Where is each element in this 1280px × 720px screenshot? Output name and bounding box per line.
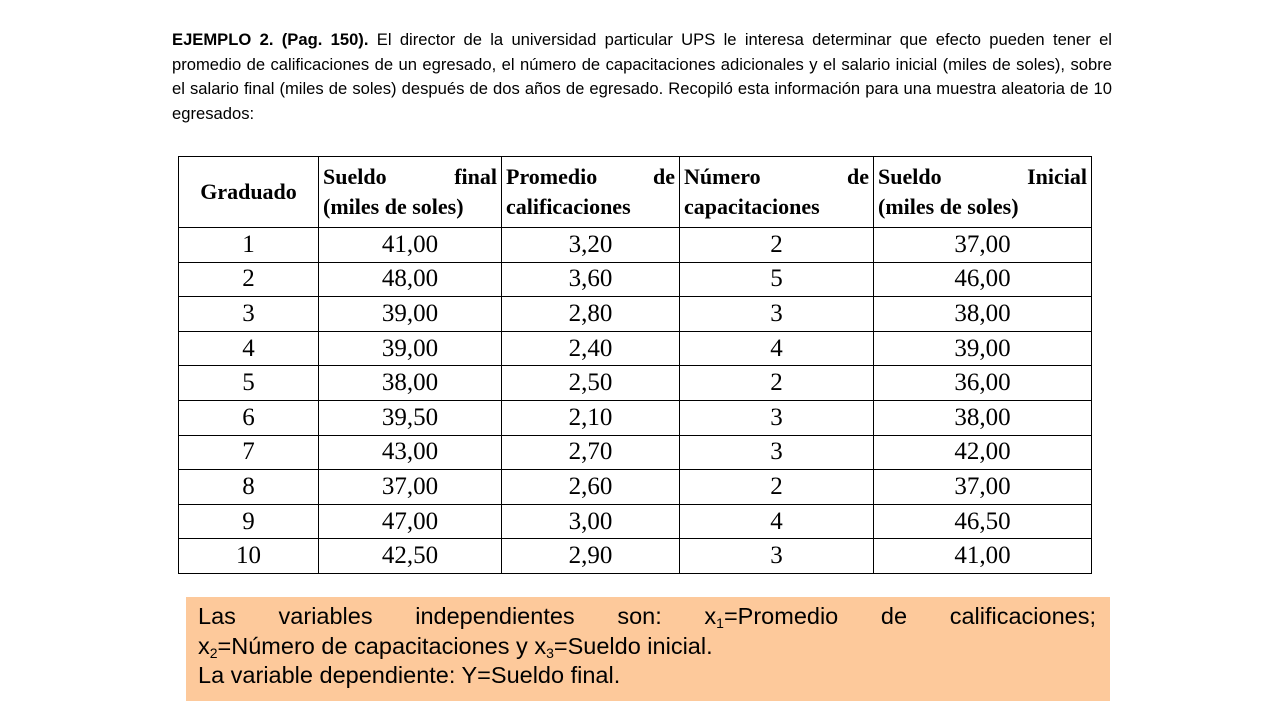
table-cell: 39,00: [319, 297, 502, 332]
table-cell: 4: [179, 331, 319, 366]
table-row: [179, 400, 1092, 435]
table-cell: 10: [179, 539, 319, 574]
variables-note: [186, 597, 1110, 701]
table-cell: 5: [680, 262, 874, 297]
table-cell: 46,50: [874, 504, 1092, 539]
table-cell: 46,00: [874, 262, 1092, 297]
table-cell: 4: [680, 504, 874, 539]
table-cell: 4: [680, 331, 874, 366]
table-row: [179, 470, 1092, 505]
example-heading: EJEMPLO 2. (Pag. 150).: [172, 30, 369, 49]
table-cell: 3,20: [502, 228, 680, 263]
table-cell: 43,00: [319, 435, 502, 470]
intro-text: El director de la universidad particular UPS le interesa determinar que efecto pueden tener el promedio de calificaciones de un egresado, el número de capacitaciones adicionales y el salario inicial (miles de soles), sobre el salario final (miles de soles) después de dos años de egresado. Recopiló esta información para una muestra aleatoria de 10 egresados:: [172, 30, 1112, 123]
table-cell: 1: [179, 228, 319, 263]
table-cell: 41,00: [319, 228, 502, 263]
table-cell: 2,90: [502, 539, 680, 574]
table-cell: 48,00: [319, 262, 502, 297]
intro-paragraph: [172, 28, 1112, 126]
table-cell: 6: [179, 400, 319, 435]
header-sueldo-inicial: Sueldo Inicial (miles de soles): [874, 157, 1092, 228]
table-cell: 37,00: [874, 228, 1092, 263]
table-cell: 2: [179, 262, 319, 297]
table-cell: 39,00: [319, 331, 502, 366]
table-cell: 8: [179, 470, 319, 505]
table-cell: 41,00: [874, 539, 1092, 574]
table-row: [179, 435, 1092, 470]
graduates-table: [178, 156, 1092, 574]
table-row: [179, 228, 1092, 263]
table-cell: 39,50: [319, 400, 502, 435]
table-cell: 2,60: [502, 470, 680, 505]
table-cell: 3: [680, 400, 874, 435]
table-cell: 2,70: [502, 435, 680, 470]
table-cell: 36,00: [874, 366, 1092, 401]
table-cell: 2,10: [502, 400, 680, 435]
table-cell: 2: [680, 228, 874, 263]
table-header-row: [179, 157, 1092, 228]
table-cell: 42,00: [874, 435, 1092, 470]
table-cell: 3: [680, 435, 874, 470]
header-promedio: Promedio de calificaciones: [502, 157, 680, 228]
table-cell: 39,00: [874, 331, 1092, 366]
table-cell: 5: [179, 366, 319, 401]
table-cell: 3: [179, 297, 319, 332]
table-cell: 42,50: [319, 539, 502, 574]
table-cell: 2,80: [502, 297, 680, 332]
table-cell: 37,00: [874, 470, 1092, 505]
table-cell: 38,00: [874, 400, 1092, 435]
table-cell: 38,00: [319, 366, 502, 401]
header-graduado: Graduado: [179, 157, 319, 228]
table-cell: 7: [179, 435, 319, 470]
table-cell: 37,00: [319, 470, 502, 505]
note-line-3: La variable dependiente: Y=Sueldo final.: [198, 662, 621, 688]
header-capacitaciones: Número de capacitaciones: [680, 157, 874, 228]
table-row: [179, 539, 1092, 574]
table-row: [179, 366, 1092, 401]
table-cell: 2: [680, 470, 874, 505]
table-cell: 3,00: [502, 504, 680, 539]
note-line-1: Las variables independientes son: $x_1=Promedio$ de calificaciones;: [198, 603, 1096, 631]
note-line-2: $x_2=Número$ de capacitaciones y $x_3=Sueldo$ inicial.: [198, 632, 713, 661]
table-cell: 3,60: [502, 262, 680, 297]
table-row: [179, 331, 1092, 366]
table-row: [179, 297, 1092, 332]
header-sueldo-final: Sueldo final (miles de soles): [319, 157, 502, 228]
table-cell: 2,50: [502, 366, 680, 401]
table-row: [179, 262, 1092, 297]
table-cell: 9: [179, 504, 319, 539]
table-cell: 2,40: [502, 331, 680, 366]
table-cell: 3: [680, 539, 874, 574]
table-cell: 38,00: [874, 297, 1092, 332]
table-cell: 47,00: [319, 504, 502, 539]
table-cell: 3: [680, 297, 874, 332]
table-row: [179, 504, 1092, 539]
table-cell: 2: [680, 366, 874, 401]
